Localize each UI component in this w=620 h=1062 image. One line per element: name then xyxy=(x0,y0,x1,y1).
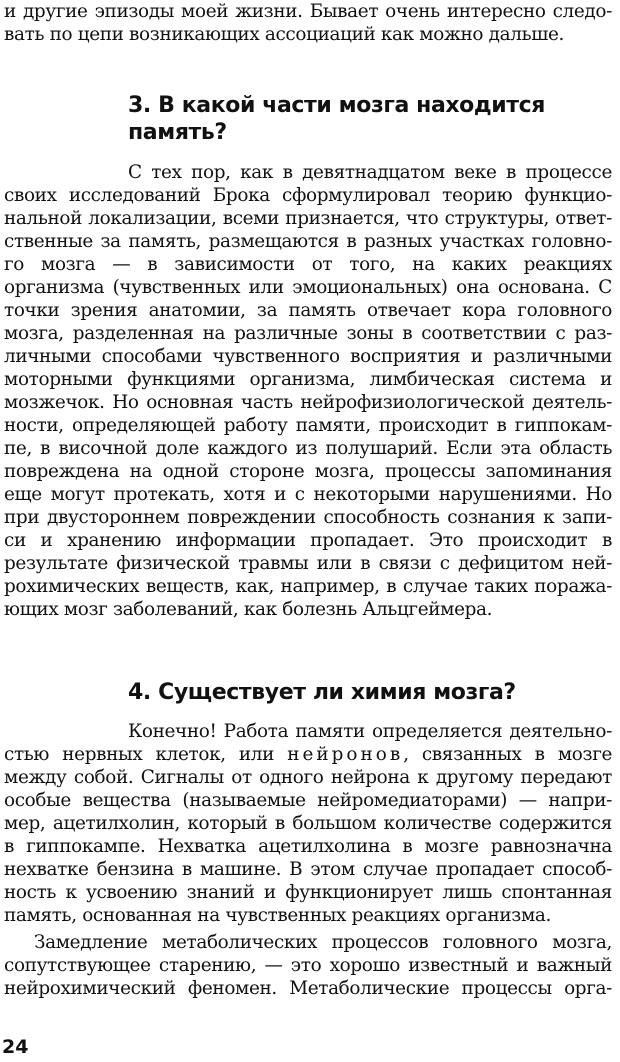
section-heading: 4. Существует ли химия мозга? xyxy=(128,680,516,705)
text-line: своих исследований Брока сформулировал теорию функцио- xyxy=(4,185,612,206)
text-line: си и хранению информации пропадает. Это происходит в xyxy=(4,530,612,551)
text-line: мозжечок. Но основная часть нейрофизиологической деятель- xyxy=(4,392,612,413)
page-number: 24 xyxy=(2,1036,29,1058)
text-line: и другие эпизоды моей жизни. Бывает очень интересно следо- xyxy=(4,1,612,22)
text-line: С тех пор, как в девятнадцатом веке в процессе xyxy=(128,162,612,183)
section-heading: память? xyxy=(128,120,227,145)
text-line: результате физической травмы или в связи с дефицитом ней- xyxy=(4,553,612,574)
text-line: Конечно! Работа памяти определяется деятельно- xyxy=(128,721,612,742)
text-line: ность к усвоению знаний и функционирует лишь спонтанная xyxy=(4,882,612,903)
text-line: сопутствующее старению, — это хорошо известный и важный xyxy=(4,955,612,976)
text-run: стью нервных клеток, или xyxy=(4,744,275,765)
text-line: при двустороннем повреждении способность сознания к запи- xyxy=(4,507,612,528)
text-line: нейрохимический феномен. Метаболические процессы орга- xyxy=(4,978,612,999)
text-run: , связанных в мозге xyxy=(403,744,613,765)
text-line: память, основанная на чувственных реакциях организма. xyxy=(4,905,552,926)
text-line: рохимических веществ, как, например, в случае таких поража- xyxy=(4,576,612,597)
text-line: мозга, разделенная на различные зоны в соответствии с раз- xyxy=(4,323,612,344)
emphasized-term: нейронов xyxy=(287,744,404,765)
text-line: ственные за память, размещаются в разных участках головно- xyxy=(4,231,612,252)
text-line: между собой. Сигналы от одного нейрона к другому передают xyxy=(4,767,612,788)
text-line: личными способами чувственного восприятия и различными xyxy=(4,346,612,367)
text-line: ющих мозг заболеваний, как болезнь Альцгеймера. xyxy=(4,599,493,620)
text-line-with-emphasis xyxy=(4,743,612,766)
section-heading: 3. В какой части мозга находится xyxy=(128,93,545,118)
text-line: нехватке бензина в машине. В этом случае пропадает способ- xyxy=(4,859,612,880)
text-line: ности, определяющей работу памяти, происходит в гиппокам- xyxy=(4,415,612,436)
text-line: вать по цепи возникающих ассоциаций как можно дальше. xyxy=(4,24,565,45)
text-line: особые вещества (называемые нейромедиаторами) — напри- xyxy=(4,790,612,811)
text-line: го мозга — в зависимости от того, на каких реакциях xyxy=(4,254,612,275)
text-line: повреждена на одной стороне мозга, процессы запоминания xyxy=(4,461,612,482)
text-line: точки зрения анатомии, за память отвечает кора головного xyxy=(4,300,612,321)
text-line: организма (чувственных или эмоциональных) она основана. С xyxy=(4,277,612,298)
text-line: в гиппокампе. Нехватка ацетилхолина в мозге равнозначна xyxy=(4,836,612,857)
text-line: нальной локализации, всеми признается, что структуры, ответ- xyxy=(4,208,612,229)
text-line: пе, в височной доле каждого из полушарий. Если эта область xyxy=(4,438,612,459)
text-line: мер, ацетилхолин, который в большом количестве содержится xyxy=(4,813,612,834)
text-line: Замедление метаболических процессов головного мозга, xyxy=(34,932,612,953)
text-line: моторными функциями организма, лимбическая система и xyxy=(4,369,612,390)
text-line: еще могут протекать, хотя и с некоторыми нарушениями. Но xyxy=(4,484,612,505)
